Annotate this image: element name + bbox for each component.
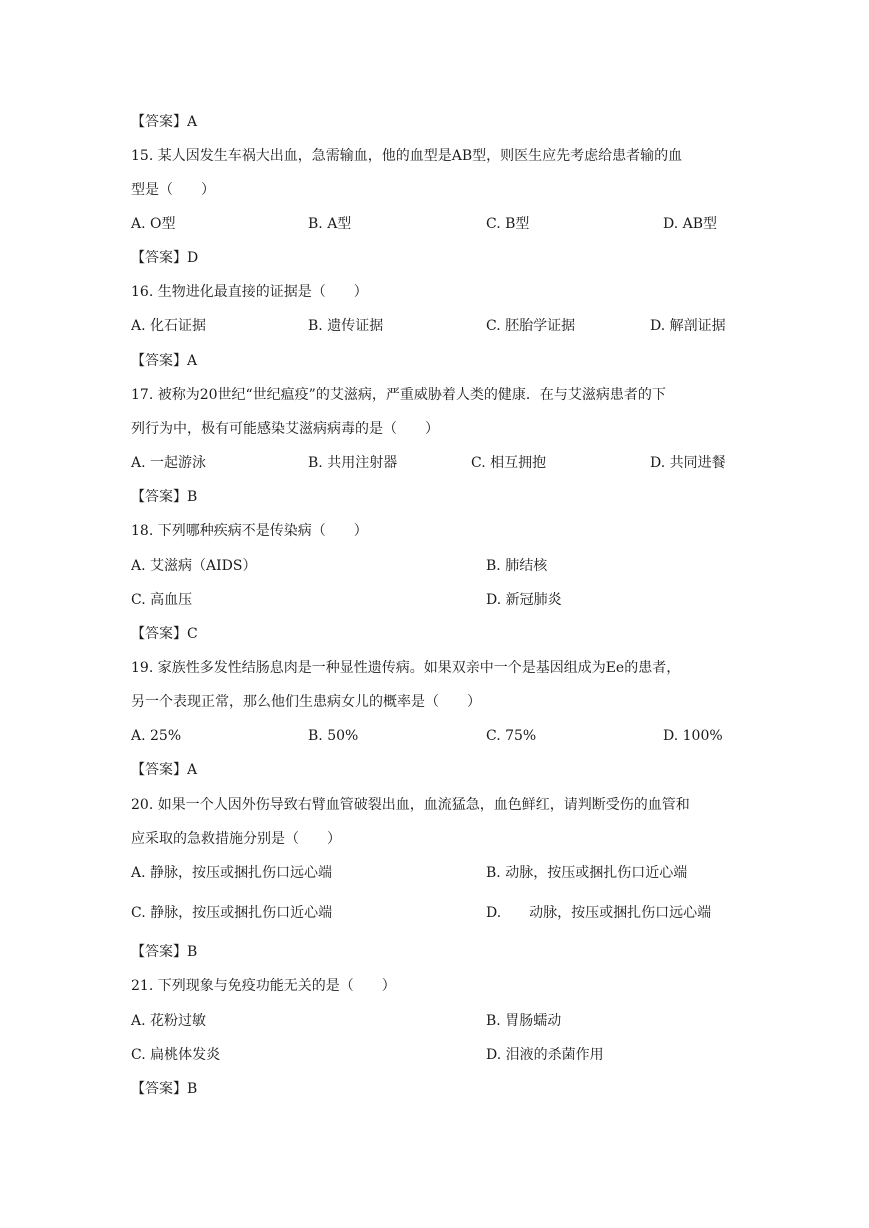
- question-19-line-2: 另一个表现正常，那么他们生患病女儿的概率是（ ）: [131, 694, 481, 710]
- option-18-c: C. 高血压: [131, 592, 193, 608]
- question-16-line-1: 16. 生物进化最直接的证据是（ ）: [131, 284, 368, 300]
- option-20-a: A. 静脉，按压或捆扎伤口远心端: [131, 865, 333, 881]
- option-18-a: A. 艾滋病（AIDS）: [131, 558, 257, 574]
- option-16-d: D. 解剖证据: [650, 318, 726, 334]
- answer-20: 【答案】B: [131, 944, 198, 960]
- option-15-b: B. A型: [308, 216, 352, 232]
- option-16-b: B. 遗传证据: [308, 318, 384, 334]
- answer-21: 【答案】B: [131, 1081, 198, 1097]
- option-16-a: A. 化石证据: [131, 318, 207, 334]
- option-20-c: C. 静脉，按压或捆扎伤口近心端: [131, 905, 333, 921]
- option-17-c: C. 相互拥抱: [471, 455, 547, 471]
- option-19-c: C. 75%: [486, 728, 537, 744]
- option-15-d: D. AB型: [663, 216, 718, 232]
- question-20-line-1: 20. 如果一个人因外伤导致右臂血管破裂出血，血流猛急，血色鲜红，请判断受伤的血管和: [131, 797, 690, 813]
- answer-19: 【答案】A: [131, 762, 198, 778]
- question-21-line-1: 21. 下列现象与免疫功能无关的是（ ）: [131, 978, 396, 994]
- question-15-line-2: 型是（ ）: [131, 182, 215, 198]
- answer-15: 【答案】D: [131, 250, 199, 266]
- answer-17: 【答案】B: [131, 489, 198, 505]
- answer-18: 【答案】C: [131, 626, 198, 642]
- question-15-line-1: 15. 某人因发生车祸大出血，急需输血，他的血型是AB型，则医生应先考虑给患者输的血: [131, 148, 683, 164]
- option-19-b: B. 50%: [308, 728, 359, 744]
- option-15-c: C. B型: [486, 216, 530, 232]
- answer-16: 【答案】A: [131, 353, 198, 369]
- option-21-d: D. 泪液的杀菌作用: [486, 1047, 604, 1063]
- option-20-d: D. 动脉，按压或捆扎伤口远心端: [486, 905, 712, 921]
- question-17-line-2: 列行为中，极有可能感染艾滋病病毒的是（ ）: [131, 421, 439, 437]
- question-19-line-1: 19. 家族性多发性结肠息肉是一种显性遗传病。如果双亲中一个是基因组成为Ee的患者，: [131, 660, 681, 676]
- question-18-line-1: 18. 下列哪种疾病不是传染病（ ）: [131, 523, 368, 539]
- option-18-d: D. 新冠肺炎: [486, 592, 562, 608]
- question-17-line-1: 17. 被称为20世纪“世纪瘟疫”的艾滋病，严重威胁着人类的健康．在与艾滋病患者的下: [131, 387, 666, 403]
- option-17-d: D. 共同进餐: [650, 455, 726, 471]
- option-17-b: B. 共用注射器: [308, 455, 398, 471]
- option-21-b: B. 胃肠蠕动: [486, 1013, 562, 1029]
- option-21-a: A. 花粉过敏: [131, 1013, 207, 1029]
- option-16-c: C. 胚胎学证据: [486, 318, 576, 334]
- option-17-a: A. 一起游泳: [131, 455, 207, 471]
- option-19-a: A. 25%: [131, 728, 182, 744]
- answer-14: 【答案】A: [131, 114, 198, 130]
- option-15-a: A. O型: [131, 216, 176, 232]
- option-18-b: B. 肺结核: [486, 558, 548, 574]
- option-20-b: B. 动脉，按压或捆扎伤口近心端: [486, 865, 688, 881]
- option-19-d: D. 100%: [663, 728, 723, 744]
- question-20-line-2: 应采取的急救措施分别是（ ）: [131, 831, 341, 847]
- option-21-c: C. 扁桃体发炎: [131, 1047, 221, 1063]
